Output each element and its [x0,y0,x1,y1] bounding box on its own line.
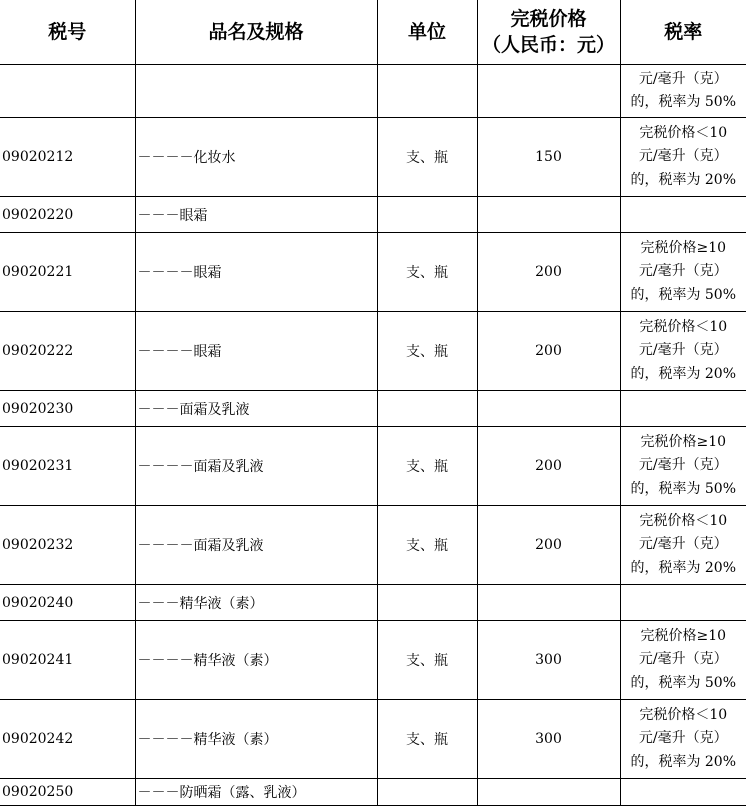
rate-line: 完税价格≥10 [640,240,727,257]
cell-code: 09020222 [0,312,135,391]
cell-unit [377,585,477,621]
cell-name: －－－－精华液（素） [135,700,377,779]
table-row [0,391,746,427]
cell-price [477,391,620,427]
header-rate: 税率 [620,0,746,65]
table-row [0,197,746,233]
cell-unit: 支、瓶 [377,427,477,506]
cell-name: －－－精华液（素） [135,585,377,621]
cell-name: －－－－眼霜 [135,233,377,312]
cell-rate [620,427,746,506]
cell-code: 09020221 [0,233,135,312]
table-row [0,621,746,700]
cell-code: 09020240 [0,585,135,621]
cell-price: 200 [477,506,620,585]
cell-rate [620,391,746,427]
rate-line: 的，税率为 20% [630,559,737,576]
cell-name: －－－面霜及乳液 [135,391,377,427]
cell-code: 09020241 [0,621,135,700]
cell-name: －－－眼霜 [135,197,377,233]
cell-price: 200 [477,233,620,312]
rate-line: 的，税率为 50% [630,674,737,691]
cell-price [477,779,620,806]
cell-unit: 支、瓶 [377,312,477,391]
cell-unit [377,65,477,118]
table-body [0,65,746,806]
cell-name: －－－－面霜及乳液 [135,506,377,585]
rate-line: 完税价格＜10 [639,125,728,142]
cell-name [135,65,377,118]
cell-unit: 支、瓶 [377,233,477,312]
rate-line: 完税价格≥10 [640,434,727,451]
cell-code: 09020242 [0,700,135,779]
cell-code: 09020231 [0,427,135,506]
table-row [0,118,746,197]
rate-line: 元/毫升（克） [638,70,728,87]
cell-name: －－－防晒霜（露、乳液） [135,779,377,806]
table-row [0,585,746,621]
header-code: 税号 [0,0,135,65]
table-row [0,779,746,806]
rate-line: 元/毫升（克） [638,148,728,165]
rate-line: 的，税率为 50% [630,480,737,497]
rate-line: 的，税率为 50% [630,286,737,303]
cell-rate [620,118,746,197]
cell-name: －－－－面霜及乳液 [135,427,377,506]
cell-price: 300 [477,700,620,779]
cell-price [477,197,620,233]
cell-unit: 支、瓶 [377,118,477,197]
cell-rate [620,700,746,779]
table-row [0,65,746,118]
rate-line: 元/毫升（克） [638,263,728,280]
cell-unit: 支、瓶 [377,700,477,779]
cell-code: 09020230 [0,391,135,427]
header-name: 品名及规格 [135,0,377,65]
cell-rate [620,585,746,621]
rate-line: 完税价格＜10 [639,707,728,724]
cell-rate [620,312,746,391]
header-unit: 单位 [377,0,477,65]
cell-rate [620,506,746,585]
rate-line: 完税价格＜10 [639,319,728,336]
cell-name: －－－－化妆水 [135,118,377,197]
cell-price: 300 [477,621,620,700]
header-price-line2: （人民币：元） [481,34,615,56]
cell-rate [620,621,746,700]
rate-line: 完税价格＜10 [639,513,728,530]
header-price [477,0,620,65]
cell-name: －－－－精华液（素） [135,621,377,700]
cell-code: 09020212 [0,118,135,197]
cell-price [477,65,620,118]
cell-unit: 支、瓶 [377,621,477,700]
rate-line: 元/毫升（克） [638,730,728,747]
cell-rate [620,233,746,312]
cell-price: 200 [477,427,620,506]
table-row [0,506,746,585]
cell-unit [377,197,477,233]
cell-code: 09020250 [0,779,135,806]
table-row [0,427,746,506]
cell-unit [377,779,477,806]
header-row [0,0,746,65]
rate-line: 的，税率为 20% [630,753,737,770]
rate-line: 元/毫升（克） [638,651,728,668]
rate-line: 元/毫升（克） [638,342,728,359]
table-row [0,312,746,391]
cell-code: 09020220 [0,197,135,233]
rate-line: 的，税率为 20% [630,171,737,188]
cell-rate [620,65,746,118]
cell-code: 09020232 [0,506,135,585]
cell-rate [620,779,746,806]
cell-price [477,585,620,621]
rate-line: 完税价格≥10 [640,628,727,645]
cell-rate [620,197,746,233]
table-row [0,233,746,312]
cell-code [0,65,135,118]
rate-line: 元/毫升（克） [638,457,728,474]
rate-line: 的，税率为 50% [630,94,737,110]
rate-line: 元/毫升（克） [638,536,728,553]
cell-price: 200 [477,312,620,391]
cell-name: －－－－眼霜 [135,312,377,391]
cell-unit: 支、瓶 [377,506,477,585]
cell-price: 150 [477,118,620,197]
header-price-line1: 完税价格 [510,8,587,30]
rate-line: 的，税率为 20% [630,365,737,382]
cell-unit [377,391,477,427]
table-row [0,700,746,779]
